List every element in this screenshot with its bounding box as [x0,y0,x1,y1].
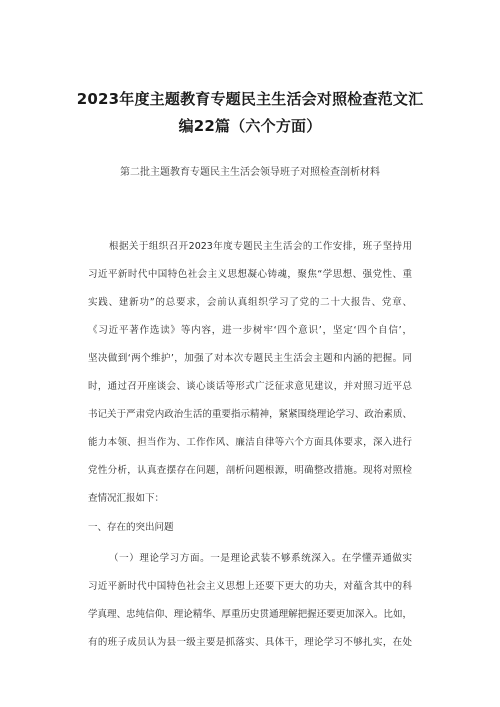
paragraph-1-line: 坚决做到‘两个维护’，加强了对本次专题民主生活会主题和内涵的把握。同 [88,353,412,364]
paragraph-2-line: （一）理论学习方面。一是理论武装不够系统深入。在学懂弄通做实 [109,553,412,564]
paragraph-2-line: 学真理、忠纯信仰、理论精华、厚重历史贯通理解把握还要更加深入。比如， [88,609,412,620]
paragraph-1-line: 根据关于组织召开2023年度专题民主生活会的工作安排，班子坚持用 [109,241,412,252]
paragraph-1-line: 书记关于严肃党内政治生活的重要指示精神，紧紧围绕理论学习、政治素质、 [88,409,412,420]
document-title-line-2: 编22篇（六个方面） [178,117,322,135]
paragraph-1-line: 查情况汇报如下： [88,493,165,504]
paragraph-1-line: 实践、建新功”的总要求，会前认真组织学习了党的二十大报告、党章、 [88,297,412,308]
paragraph-1-line: 《习近平著作选读》等内容，进一步树牢‘四个意识’，坚定‘四个自信’， [88,325,412,336]
paragraph-1-line: 能力本领、担当作为、工作作风、廉洁自律等六个方面具体要求，深入进行 [88,437,412,448]
document-title-line-1: 2023年度主题教育专题民主生活会对照检查范文汇 [76,90,424,108]
paragraph-1-line: 党性分析，认真查摆存在问题，剖析问题根源，明确整改措施。现将对照检 [88,465,412,476]
paragraph-1-line: 时，通过召开座谈会、谈心谈话等形式广泛征求意见建议，并对照习近平总 [88,381,412,392]
paragraph-1-line: 习近平新时代中国特色社会主义思想凝心铸魂，聚焦“学思想、强党性、重 [88,269,412,280]
section-heading: 一、存在的突出问题 [88,522,174,533]
paragraph-2-line: 习近平新时代中国特色社会主义思想上还要下更大的功夫，对蕴含其中的科 [88,581,412,592]
document-subtitle: 第二批主题教育专题民主生活会领导班子对照检查剖析材料 [120,167,380,178]
paragraph-2-line: 有的班子成员认为县一级主要是抓落实、具体干，理论学习不够扎实，在处 [88,637,412,648]
